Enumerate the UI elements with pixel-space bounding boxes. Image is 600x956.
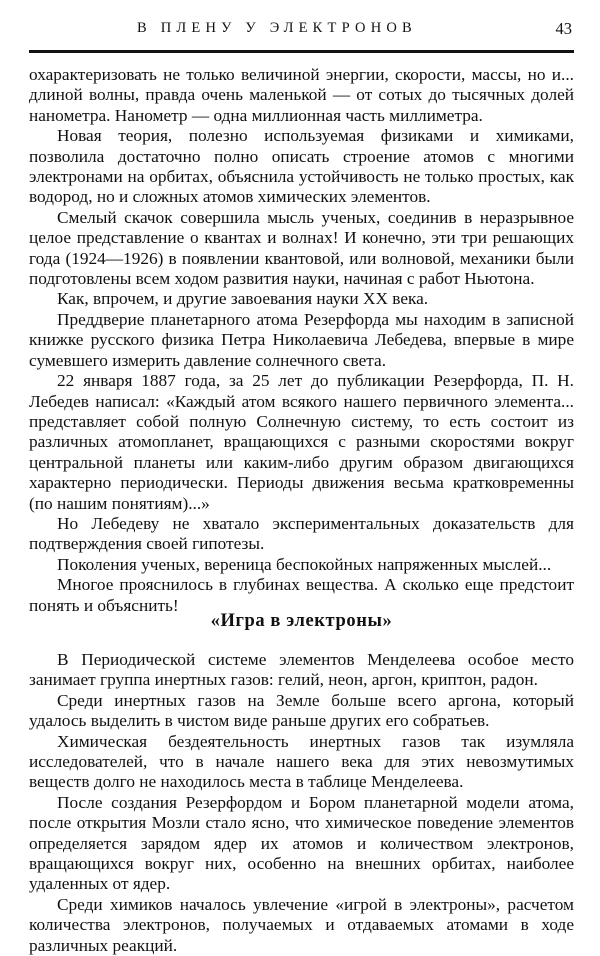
- paragraph: После создания Резерфордом и Бором планетарной модели атома, после открытия Мозли стало ясно, что химическое поведение элементов определяется зарядом ядер их атомов и количеством электронов, вращающихся вокруг них, особенно на внешних орбитах, наиболее удаленных от ядер.: [29, 792, 574, 894]
- paragraph: 22 января 1887 года, за 25 лет до публикации Резерфорда, П. Н. Лебедев написал: «Каждый атом всякого нашего первичного элемента... представляет собой полную Солнечную систему, то есть состоит из различных атомопланет, вращающихся с разными скоростями вокруг центральной планеты или каким-либо другим образом двигающихся характерно периодически. Периоды движения весьма кратковременны (по нашим понятиям)...»: [29, 371, 574, 513]
- page-number: 43: [555, 19, 572, 38]
- paragraph: Поколения ученых, вереница беспокойных напряженных мыслей...: [57, 554, 552, 574]
- paragraph: Смелый скачок совершила мысль ученых, соединив в неразрывное целое представление о квантах и волнах! И конечно, эти три решающих года (1924—1926) в появлении квантовой, или волновой, механики были подготовлены всем ходом развития науки, начиная с работ Ньютона.: [29, 207, 574, 289]
- running-head: [29, 20, 574, 44]
- paragraph: Химическая бездеятельность инертных газов так изумляла исследователей, что в начале нашего века для этих невозмутимых веществ долго не находилось места в таблице Менделеева.: [29, 731, 574, 792]
- paragraph: охарактеризовать не только величиной энергии, скорости, массы, но и... длиной волны, правда очень маленькой — от сотых до тысячных долей нанометра. Нанометр — одна миллионная часть миллиметра.: [29, 65, 574, 125]
- paragraph: Среди инертных газов на Земле больше всего аргона, который удалось выделить в чистом виде раньше других его собратьев.: [29, 690, 574, 731]
- paragraph: Новая теория, полезно используемая физиками и химиками, позволила достаточно полно описать строение атомов с многими электронами на орбитах, объяснила устойчивость не только простых, как водород, но и сложных атомов химических элементов.: [29, 126, 574, 207]
- paragraph: В Периодической системе элементов Менделеева особое место занимает группа инертных газов: гелий, неон, аргон, криптон, радон.: [29, 650, 574, 690]
- running-title: В ПЛЕНУ У ЭЛЕКТРОНОВ: [137, 20, 417, 36]
- header-rule: [29, 50, 574, 53]
- section-one-body: [29, 65, 574, 616]
- book-page: [29, 0, 574, 954]
- section-heading: «Игра в электроны»: [210, 611, 393, 631]
- paragraph: Но Лебедеву не хватало экспериментальных доказательств для подтверждения своей гипотезы.: [29, 513, 574, 554]
- paragraph: Преддверие планетарного атома Резерфорда мы находим в записной книжке русского физика Петра Николаевича Лебедева, впервые в мире сумевшего измерить давление солнечного света.: [29, 309, 574, 370]
- paragraph: Как, впрочем, и другие завоевания науки XX века.: [57, 289, 429, 309]
- section-two-body: [29, 650, 574, 956]
- paragraph: Многое прояснилось в глубинах вещества. А сколько еще предстоит понять и объяснить!: [29, 575, 574, 615]
- paragraph: Среди химиков началось увлечение «игрой в электроны», расчетом количества электронов, получаемых и отдаваемых атомами в ходе различных реакций.: [29, 894, 574, 955]
